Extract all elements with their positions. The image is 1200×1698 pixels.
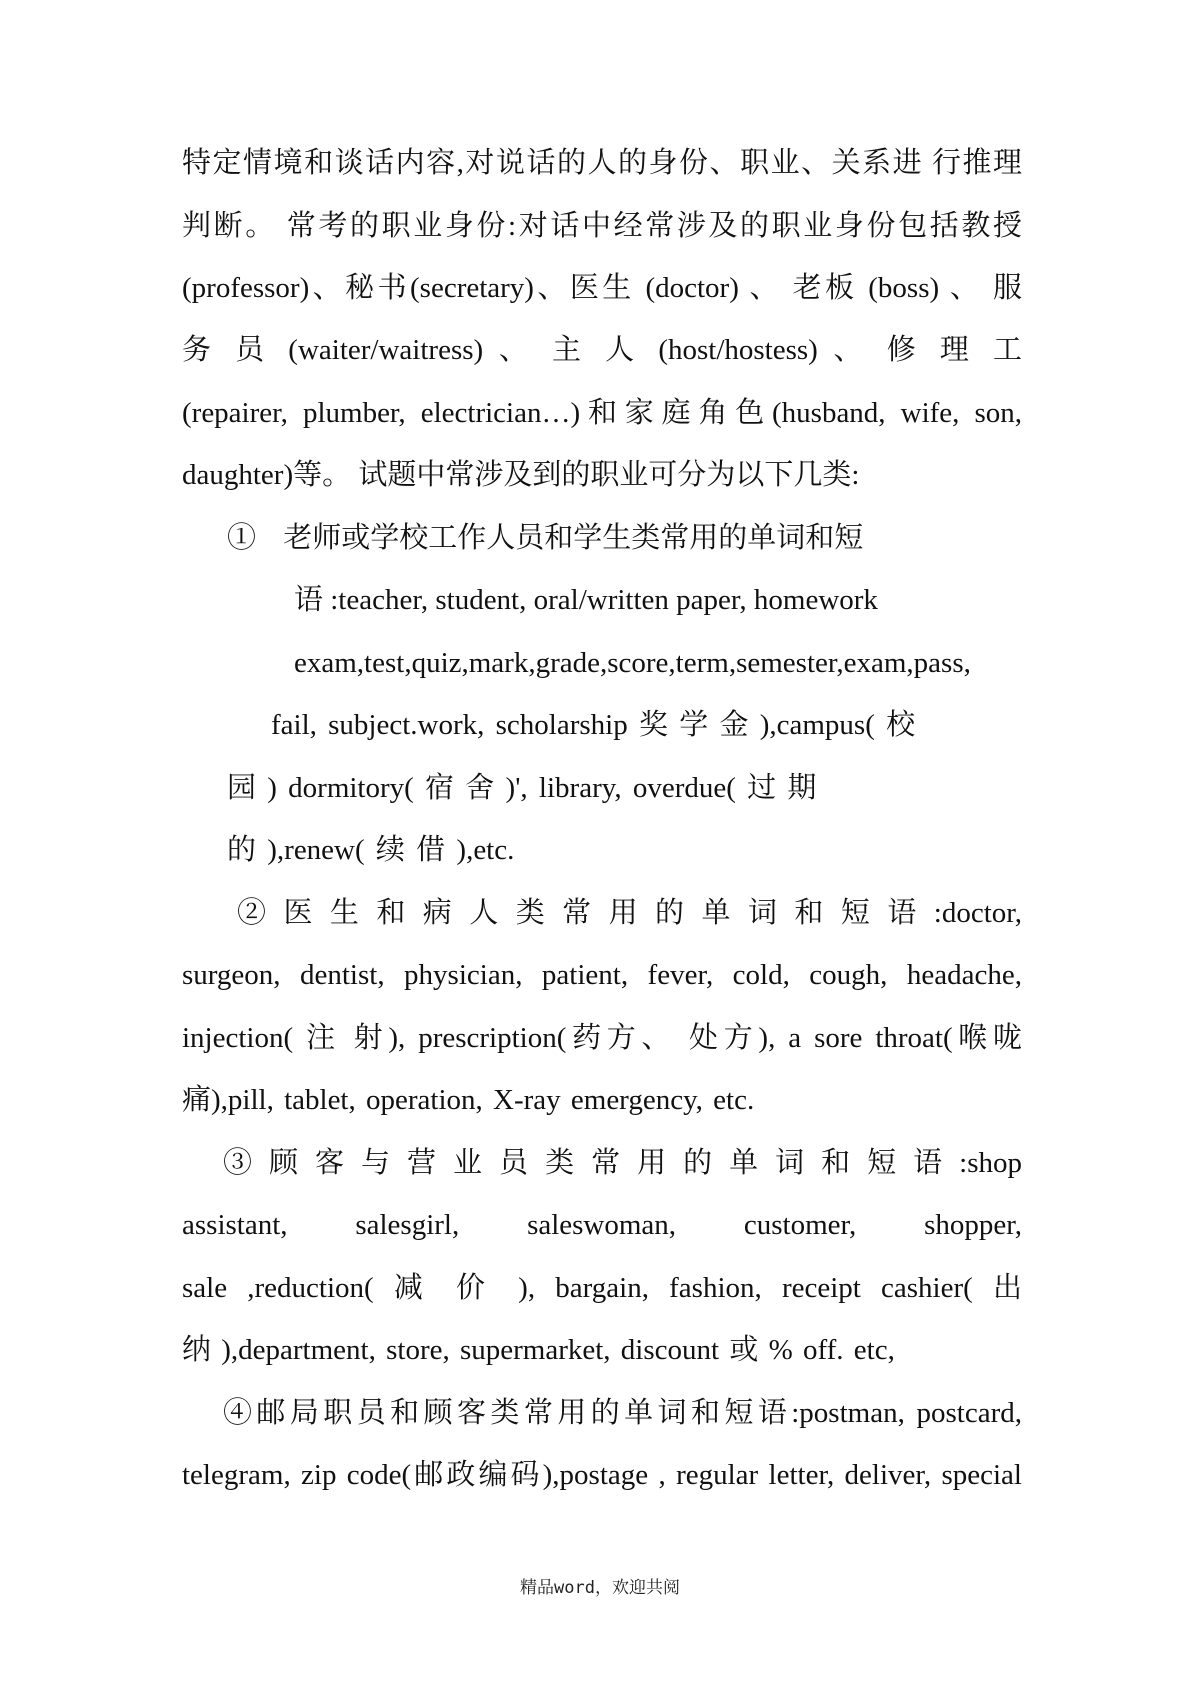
text-line: 务 员 (waiter/waitress) 、 主 人 (host/hostess) 、 修 理 工 — [182, 334, 1022, 366]
page-footer: 精品word，欢迎共阅 — [520, 1578, 680, 1598]
list-item-heading: ④邮局职员和顾客类常用的单词和短语:postman, postcard, — [223, 1397, 1022, 1429]
text-line: injection( 注 射), prescription(药方、 处方), a sore throat(喉咙 — [182, 1022, 1022, 1054]
list-item-heading: ② 医 生 和 病 人 类 常 用 的 单 词 和 短 语 :doctor, — [237, 897, 1022, 929]
list-item-heading: ① 老师或学校工作人员和学生类常用的单词和短 — [227, 522, 864, 554]
text-line: exam,test,quiz,mark,grade,score,term,semester,exam,pass, — [294, 647, 971, 679]
list-item-heading: ③ 顾 客 与 营 业 员 类 常 用 的 单 词 和 短 语 :shop — [223, 1147, 1022, 1179]
text-line: fail, subject.work, scholarship 奖 学 金 ),campus( 校 — [271, 709, 916, 741]
text-line: (professor)、秘书(secretary)、医生 (doctor) 、 老板 (boss) 、 服 — [182, 272, 1022, 304]
text-line: 特定情境和谈话内容,对说话的人的身份、职业、关系进 行推理 — [182, 147, 1022, 179]
text-line: 纳 ),department, store, supermarket, discount 或 % off. etc, — [182, 1334, 895, 1366]
text-line: sale ,reduction( 减 价 ), bargain, fashion, receipt cashier( 出 — [182, 1272, 1022, 1304]
text-line: telegram, zip code(邮政编码),postage , regular letter, deliver, special — [182, 1459, 1022, 1491]
text-line: assistant, salesgirl, saleswoman, customer, shopper, — [182, 1209, 1022, 1241]
text-line: daughter)等。 试题中常涉及到的职业可分为以下几类: — [182, 459, 860, 491]
text-line: surgeon, dentist, physician, patient, fever, cold, cough, headache, — [182, 959, 1022, 991]
text-line: (repairer, plumber, electrician…)和家庭角色(husband, wife, son, — [182, 397, 1022, 429]
text-line: 园 ) dormitory( 宿 舍 )', library, overdue( 过 期 — [227, 772, 817, 804]
text-line: 判断。 常考的职业身份:对话中经常涉及的职业身份包括教授 — [182, 210, 1022, 242]
text-line: 语 :teacher, student, oral/written paper, homework — [294, 584, 878, 616]
text-line: 的 ),renew( 续 借 ),etc. — [227, 834, 515, 866]
text-line: 痛),pill, tablet, operation, X-ray emergency, etc. — [182, 1084, 755, 1116]
